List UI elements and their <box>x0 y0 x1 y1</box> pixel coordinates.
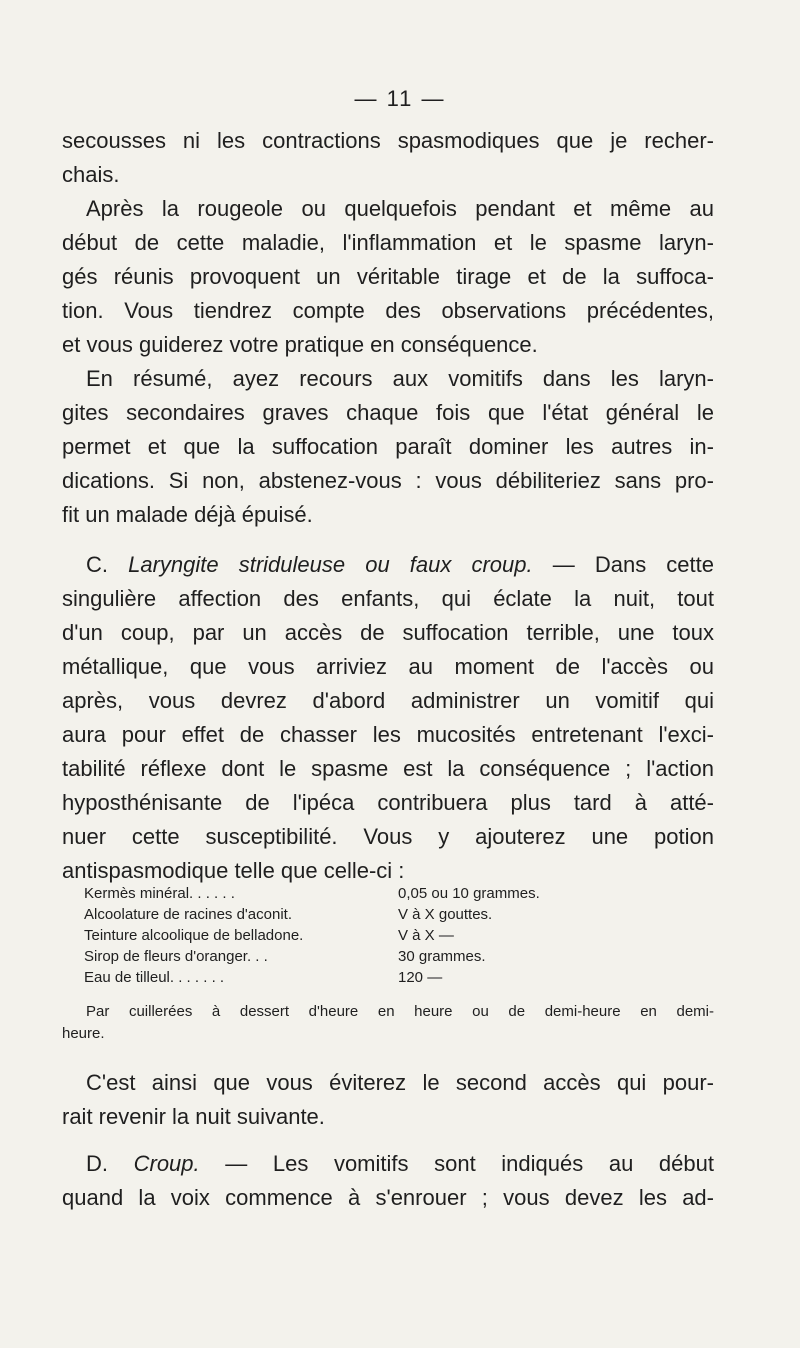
text-line: et vous guiderez votre pratique en conséquence. <box>62 332 538 357</box>
prescription-row <box>62 904 714 925</box>
ingredient-dose: V à X — <box>398 927 454 944</box>
ingredient-dose: V à X gouttes. <box>398 906 493 923</box>
ingredient-name: Kermès minéral. . . . . . <box>84 885 235 902</box>
dosage-note <box>62 1001 714 1045</box>
text-line: après, vous devrez d'abord administrer un vomitif qui <box>62 688 714 713</box>
prescription-row <box>62 946 714 967</box>
ingredient-name: Teinture alcoolique de belladone. <box>84 927 304 944</box>
ingredient-name: Sirop de fleurs d'oranger. . . <box>84 948 268 965</box>
section-text: — Dans cette <box>552 552 714 577</box>
section-heading-line <box>62 1147 714 1181</box>
text-line: C'est ainsi que vous éviterez le second accès qui pour- <box>86 1070 714 1095</box>
paragraph-4 <box>62 548 714 888</box>
section-heading-line <box>62 548 714 582</box>
text-line: secousses ni les contractions spasmodiques que je recher- <box>62 128 714 153</box>
paragraph-2 <box>62 192 714 362</box>
paragraph-1 <box>62 124 714 192</box>
paragraph-3 <box>62 362 714 532</box>
ingredient-name: Eau de tilleul. . . . . . . <box>84 969 225 986</box>
text-line: d'un coup, par un accès de suffocation terrible, une toux <box>62 620 714 645</box>
text-line: début de cette maladie, l'inflammation et le spasme laryn- <box>62 230 714 255</box>
prescription-row <box>62 925 714 946</box>
note-line: heure. <box>62 1025 105 1042</box>
ingredient-dose: 120 — <box>398 969 443 986</box>
section-label: D. <box>86 1151 108 1176</box>
section-label: C. <box>86 552 108 577</box>
text-line: antispasmodique telle que celle-ci : <box>62 858 405 883</box>
text-line: gés réunis provoquent un véritable tirage et de la suffoca- <box>62 264 714 289</box>
ingredient-dose: 30 grammes. <box>398 948 486 965</box>
text-line: rait revenir la nuit suivante. <box>62 1104 325 1129</box>
text-line: nuer cette susceptibilité. Vous y ajouterez une potion <box>62 824 714 849</box>
text-line: métallique, que vous arriviez au moment de l'accès ou <box>62 654 714 679</box>
text-line: singulière affection des enfants, qui éclate la nuit, tout <box>62 586 714 611</box>
text-line: dications. Si non, abstenez-vous : vous débiliteriez sans pro- <box>62 468 714 493</box>
text-line: hyposthénisante de l'ipéca contribuera plus tard à atté- <box>62 790 714 815</box>
prescription-row <box>62 967 714 988</box>
ingredient-name: Alcoolature de racines d'aconit. <box>84 906 292 923</box>
text-line: gites secondaires graves chaque fois que l'état général le <box>62 400 714 425</box>
text-line: Après la rougeole ou quelquefois pendant et même au <box>86 196 714 221</box>
paragraph-5 <box>62 1066 714 1134</box>
paragraph-6 <box>62 1147 714 1215</box>
text-line: fit un malade déjà épuisé. <box>62 502 313 527</box>
section-title: Croup. <box>133 1151 200 1176</box>
text-line: quand la voix commence à s'enrouer ; vous devez les ad- <box>62 1185 714 1210</box>
text-line: tabilité réflexe dont le spasme est la conséquence ; l'action <box>62 756 714 781</box>
text-line: chais. <box>62 162 120 187</box>
note-line: Par cuillerées à dessert d'heure en heure ou de demi-heure en demi- <box>86 1003 714 1020</box>
prescription-list <box>62 883 714 988</box>
text-line: permet et que la suffocation paraît dominer les autres in- <box>62 434 714 459</box>
text-line: En résumé, ayez recours aux vomitifs dans les laryn- <box>86 366 714 391</box>
prescription-row <box>62 883 714 904</box>
page-number: — 11 — <box>354 86 446 111</box>
ingredient-dose: 0,05 ou 10 grammes. <box>398 885 540 902</box>
text-line: tion. Vous tiendrez compte des observations précédentes, <box>62 298 714 323</box>
section-title: Laryngite striduleuse ou faux croup. <box>128 552 533 577</box>
text-line: aura pour effet de chasser les mucosités entretenant l'exci- <box>62 722 714 747</box>
section-text: — Les vomitifs sont indiqués au début <box>225 1151 714 1176</box>
